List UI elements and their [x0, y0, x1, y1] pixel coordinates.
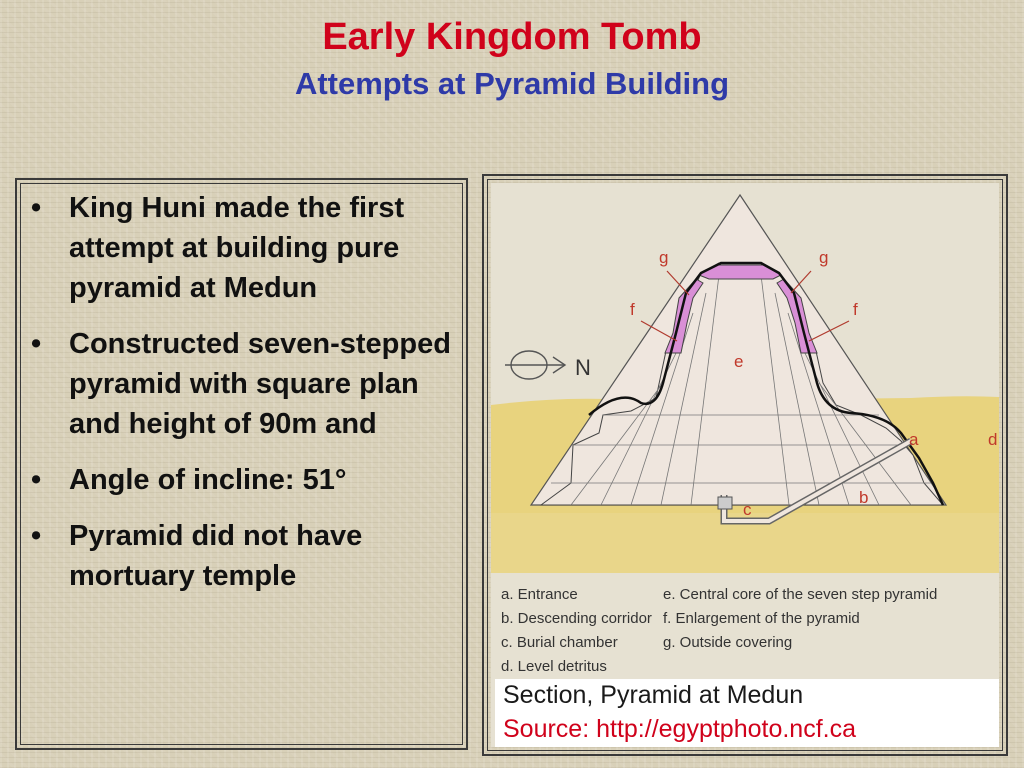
bullet-dot: •	[31, 520, 42, 552]
legend-left	[501, 583, 652, 679]
slide-title: Early Kingdom Tomb	[322, 16, 702, 58]
label-c: c	[743, 500, 752, 519]
label-b: b	[859, 488, 869, 507]
bullet-item	[29, 516, 454, 596]
legend-item: a. Entrance	[501, 586, 578, 603]
legend-item: g. Outside covering	[663, 634, 793, 651]
label-d: d	[988, 430, 998, 449]
bullet-text: Angle of incline: 51°	[69, 464, 347, 496]
label-g-right: g	[819, 248, 829, 267]
bullet-text: Constructed seven-stepped pyramid with square plan and height of 90m and	[69, 328, 451, 440]
label-f-right: f	[853, 300, 858, 319]
legend-item: b. Descending corridor	[501, 610, 652, 627]
legend-item: c. Burial chamber	[501, 634, 618, 651]
figure-source: Source: http://egyptphoto.ncf.ca	[503, 715, 857, 743]
bullet-dot: •	[31, 192, 42, 224]
bullet-list	[29, 188, 454, 612]
label-g-left: g	[659, 248, 669, 267]
bullet-dot: •	[31, 464, 42, 496]
legend-right	[663, 583, 937, 655]
legend-item: f. Enlargement of the pyramid	[663, 610, 860, 627]
burial-chamber	[718, 497, 732, 509]
legend-item: e. Central core of the seven step pyramid	[663, 586, 938, 603]
figure-caption: Section, Pyramid at Medun	[503, 681, 804, 709]
bullet-dot: •	[31, 328, 42, 360]
label-e: e	[734, 352, 744, 371]
bullet-item	[29, 324, 454, 444]
label-f-left: f	[630, 300, 635, 319]
legend-item: d. Level detritus	[501, 658, 607, 675]
bullet-text: Pyramid did not have mortuary temple	[69, 520, 363, 592]
north-label: N	[575, 355, 591, 380]
pyramid-section-figure	[491, 183, 999, 747]
bullet-item	[29, 460, 454, 500]
bullet-item	[29, 188, 454, 308]
label-a: a	[909, 430, 919, 449]
bullet-text: King Huni made the first attempt at building pure pyramid at Medun	[69, 192, 405, 304]
slide-subtitle: Attempts at Pyramid Building	[294, 66, 730, 101]
figure-caption-box	[495, 679, 999, 747]
figure-frame	[482, 174, 1008, 756]
text-panel	[15, 178, 468, 750]
